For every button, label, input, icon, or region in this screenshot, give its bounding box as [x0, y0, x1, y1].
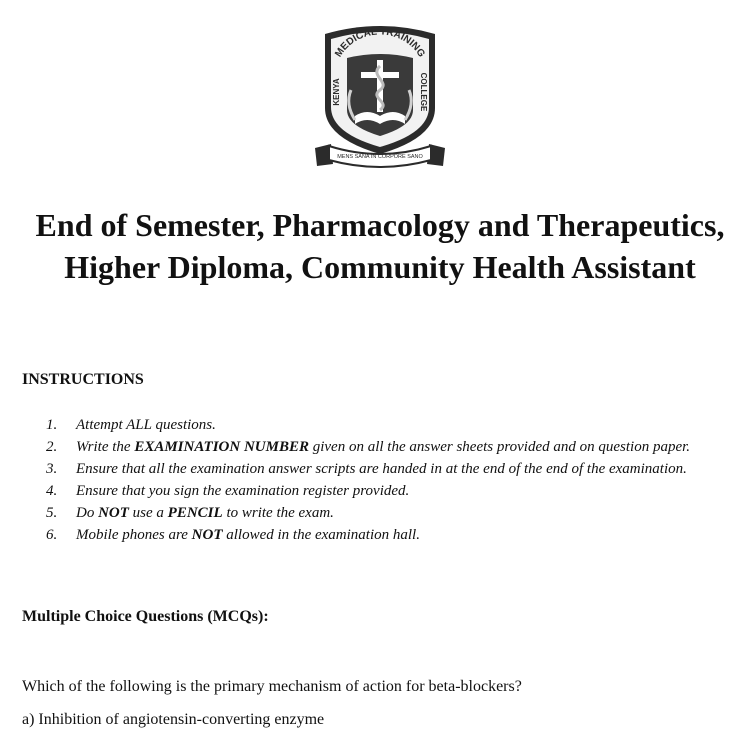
logo-motto: MENS SANA IN CORPORE SANO: [337, 154, 423, 160]
instruction-number: 2.: [46, 439, 58, 455]
instruction-item: [46, 458, 736, 480]
instructions-heading: INSTRUCTIONS: [22, 371, 144, 388]
instructions-list: [46, 414, 736, 546]
page-title: End of Semester, Pharmacology and Therapeutics, Higher Diploma, Community Health Assistant: [35, 207, 725, 285]
instruction-text: Ensure that you sign the examination register provided.: [76, 483, 410, 499]
instruction-number: 3.: [46, 461, 58, 477]
logo-side-left: KENYA: [332, 78, 341, 106]
instruction-text: Write the EXAMINATION NUMBER given on all the answer sheets provided and on question paper.: [76, 439, 691, 455]
instruction-number: 1.: [46, 417, 58, 433]
instruction-item: [46, 414, 736, 436]
answer-option-a: a) Inhibition of angiotensin-converting enzyme: [22, 711, 325, 728]
instruction-text: Attempt ALL questions.: [76, 417, 216, 433]
mcq-heading: Multiple Choice Questions (MCQs):: [22, 608, 269, 625]
instruction-number: 4.: [46, 483, 58, 499]
instruction-item: [46, 524, 736, 546]
instruction-number: 5.: [46, 505, 58, 521]
instruction-text: Ensure that all the examination answer scripts are handed in at the end of the end of the examination.: [76, 461, 687, 477]
instruction-text: Mobile phones are NOT allowed in the examination hall.: [76, 527, 420, 543]
logo-arc-text: MEDICAL TRAINING: [333, 26, 427, 60]
instruction-item: [46, 480, 736, 502]
instruction-item: [46, 502, 736, 524]
question-text: Which of the following is the primary mechanism of action for beta-blockers?: [22, 678, 522, 695]
instruction-item: [46, 436, 736, 458]
logo-side-right: COLLEGE: [419, 72, 428, 112]
instruction-text: Do NOT use a PENCIL to write the exam.: [76, 505, 334, 521]
college-logo: [311, 20, 449, 168]
instruction-number: 6.: [46, 527, 58, 543]
kmtc-crest-icon: [311, 20, 449, 168]
